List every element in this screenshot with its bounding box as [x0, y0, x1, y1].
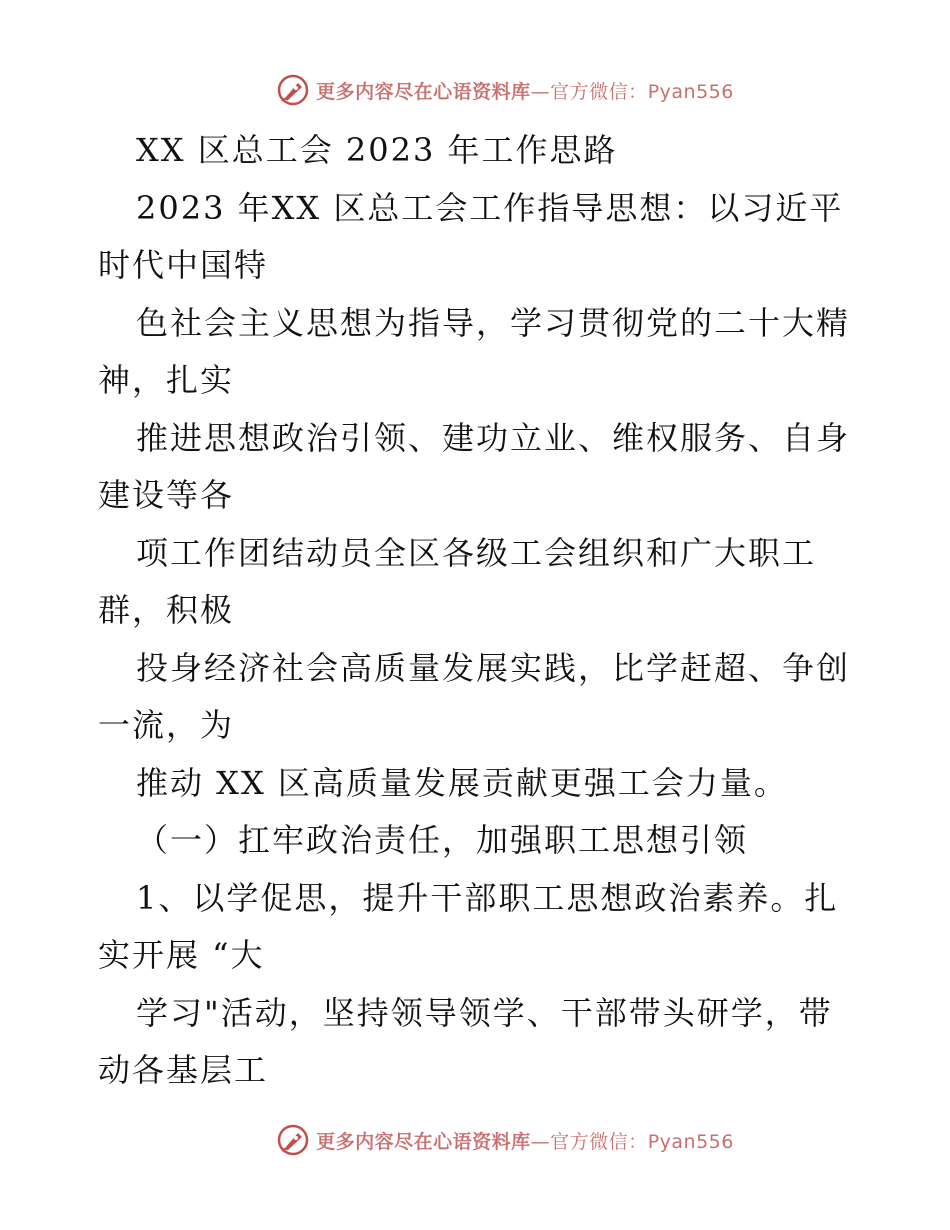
- watermark-wechat-label: 官方微信：: [550, 1130, 648, 1153]
- document-line-5: 推进思想政治引领、建功立业、维权服务、自身: [136, 418, 851, 457]
- section-heading-1: （一）扛牢政治责任，加强职工思想引领: [136, 821, 749, 859]
- document-line-13: 1、以学促思，提升干部职工思想政治素养。扎: [136, 878, 839, 917]
- document-line-15: 学习"活动，坚持领导领学、干部带头研学，带: [136, 993, 833, 1032]
- watermark-content: [216, 1123, 734, 1157]
- document-line-3: 色社会主义思想为指导，学习贯彻党的二十大精: [136, 303, 851, 342]
- document-line-7: 项工作团结动员全区各级工会组织和广大职工: [136, 533, 817, 572]
- watermark-banner-top: [0, 70, 950, 110]
- watermark-brand: 更多内容尽在心语资料库: [316, 80, 531, 103]
- document-line-16: 动各基层工: [98, 1051, 269, 1089]
- document-line-9: 投身经济社会高质量发展实践，比学赶超、争创: [136, 648, 851, 687]
- document-line-2: 时代中国特: [98, 246, 269, 284]
- watermark-wechat-id: Pyan556: [647, 1130, 734, 1153]
- watermark-separator: —: [530, 1130, 551, 1153]
- watermark-wechat-id: Pyan556: [647, 80, 734, 103]
- document-line-4: 神，扎实: [98, 361, 235, 399]
- document-line-1: 2023 年XX 区总工会工作指导思想：以习近平: [136, 188, 844, 227]
- document-body: [98, 122, 858, 1100]
- watermark-wechat-label: 官方微信：: [550, 80, 648, 103]
- document-line-11: 推动 XX 区高质量发展贡献更强工会力量。: [136, 763, 788, 802]
- pen-nib-logo-icon: [276, 73, 310, 107]
- watermark-banner-bottom: [0, 1120, 950, 1160]
- document-title: XX 区总工会 2023 年工作思路: [136, 131, 618, 169]
- document-line-10: 一流，为: [98, 706, 235, 744]
- watermark-content: [216, 73, 734, 107]
- document-line-14: 实开展 “大: [98, 936, 265, 974]
- watermark-text: [316, 1127, 734, 1154]
- document-line-6: 建设等各: [98, 476, 235, 514]
- document-line-8: 群，积极: [98, 591, 235, 629]
- watermark-brand: 更多内容尽在心语资料库: [316, 1130, 531, 1153]
- watermark-separator: —: [530, 80, 551, 103]
- watermark-text: [316, 77, 734, 104]
- pen-nib-logo-icon: [276, 1123, 310, 1157]
